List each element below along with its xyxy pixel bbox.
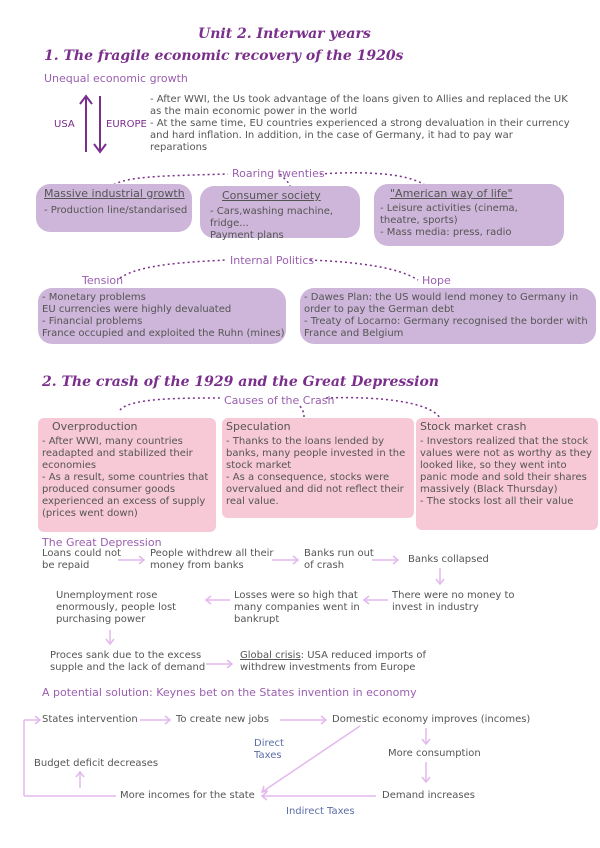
usa-europe-paragraph: - After WWI, the Us took advantage of the loans given to Allies and replaced the UK as the main economic power in the world - At the same time, EU countries experienced a strong devaluation in their currency and hard inflation. In addition, in the case of Germany, it had to pay war reparations xyxy=(150,94,570,153)
overproduction-title: Overproduction xyxy=(52,420,138,433)
internal-politics-label: Internal Politics xyxy=(230,254,315,267)
hope-text: - Dawes Plan: the US would lend money to Germany in order to pay the German debt - Treaty of Locarno: Germany recognised the border with France and Belgium xyxy=(304,292,588,339)
flow-withdrew: People withdrew all their money from banks xyxy=(150,548,274,571)
flow-prices: Proces sank due to the excess supple and the lack of demand xyxy=(50,650,206,673)
flow-unemployment: Unemployment rose enormously, people lost purchasing power xyxy=(56,590,177,625)
speculation-title: Speculation xyxy=(226,420,291,433)
cycle-jobs: To create new jobs xyxy=(176,714,269,725)
cycle-direct-taxes: Direct Taxes xyxy=(254,738,284,761)
flow-nomoney: There were no money to invest in industry xyxy=(392,590,515,613)
unit-title: Unit 2. Interwar years xyxy=(198,26,371,42)
flow-loans: Loans could not be repaid xyxy=(42,548,122,571)
cycle-demand: Demand increases xyxy=(382,790,475,801)
flow-collapsed: Banks collapsed xyxy=(408,554,489,565)
keynes-label: A potential solution: Keynes bet on the States invention in economy xyxy=(42,686,417,699)
section2-heading: 2. The crash of the 1929 and the Great Depression xyxy=(42,374,439,390)
section1-heading: 1. The fragile economic recovery of the 1920s xyxy=(44,48,404,64)
usa-label: USA xyxy=(54,119,75,130)
tension-label: Tension xyxy=(82,274,124,287)
box-consumer-text: - Cars,washing machine, fridge... Payment plans xyxy=(210,206,334,241)
box-industrial-text: - Production line/standarised xyxy=(44,205,188,216)
cycle-states: States intervention xyxy=(42,714,138,725)
flow-runout: Banks run out of crash xyxy=(304,548,374,571)
box-industrial-title: Massive industrial growth xyxy=(44,187,185,200)
causes-label: Causes of the Crash xyxy=(224,394,335,407)
speculation-text: - Thanks to the loans lended by banks, many people invested in the stock market - As a consequence, stocks were overvalued and did not reflect their real value. xyxy=(226,436,406,507)
cycle-consumption: More consumption xyxy=(388,748,481,759)
flow-global xyxy=(240,650,430,674)
section1-subheading: Unequal economic growth xyxy=(44,72,188,85)
stock-crash-title: Stock market crash xyxy=(420,420,527,433)
stock-crash-text: - Investors realized that the stock values were not as worthy as they looked like, so they went into panic mode and sold their shares massively (Black Thursday) - The stocks lost all their value xyxy=(420,436,592,507)
great-depression-label: The Great Depression xyxy=(42,536,162,549)
hope-label: Hope xyxy=(422,274,451,287)
box-american-title: "American way of life" xyxy=(390,187,513,200)
cycle-incomes: More incomes for the state xyxy=(120,790,255,801)
flow-losses: Losses were so high that many companies went in bankrupt xyxy=(234,590,360,625)
tension-text: - Monetary problems EU currencies were highly devaluated - Financial problems France occupied and exploited the Ruhn (mines) xyxy=(42,292,285,339)
global-crisis-label: Global crisis xyxy=(240,650,301,661)
roaring-twenties-label: Roaring twenties xyxy=(232,167,325,180)
cycle-budget: Budget deficit decreases xyxy=(34,758,159,769)
global-crisis-text: : USA reduced imports of withdrew investments from Europe xyxy=(240,650,427,673)
europe-label: EUROPE xyxy=(106,119,147,130)
box-american-text: - Leisure activities (cinema, theatre, sports) - Mass media: press, radio xyxy=(380,203,518,238)
cycle-indirect-taxes: Indirect Taxes xyxy=(286,806,355,817)
box-consumer-title: Consumer society xyxy=(222,189,321,202)
cycle-domestic: Domestic economy improves (incomes) xyxy=(332,714,531,725)
overproduction-text: - After WWI, many countries readapted and stabilized their economies - As a result, some countries that produced consumer goods experienced an excess of supply (prices went down) xyxy=(42,436,209,519)
